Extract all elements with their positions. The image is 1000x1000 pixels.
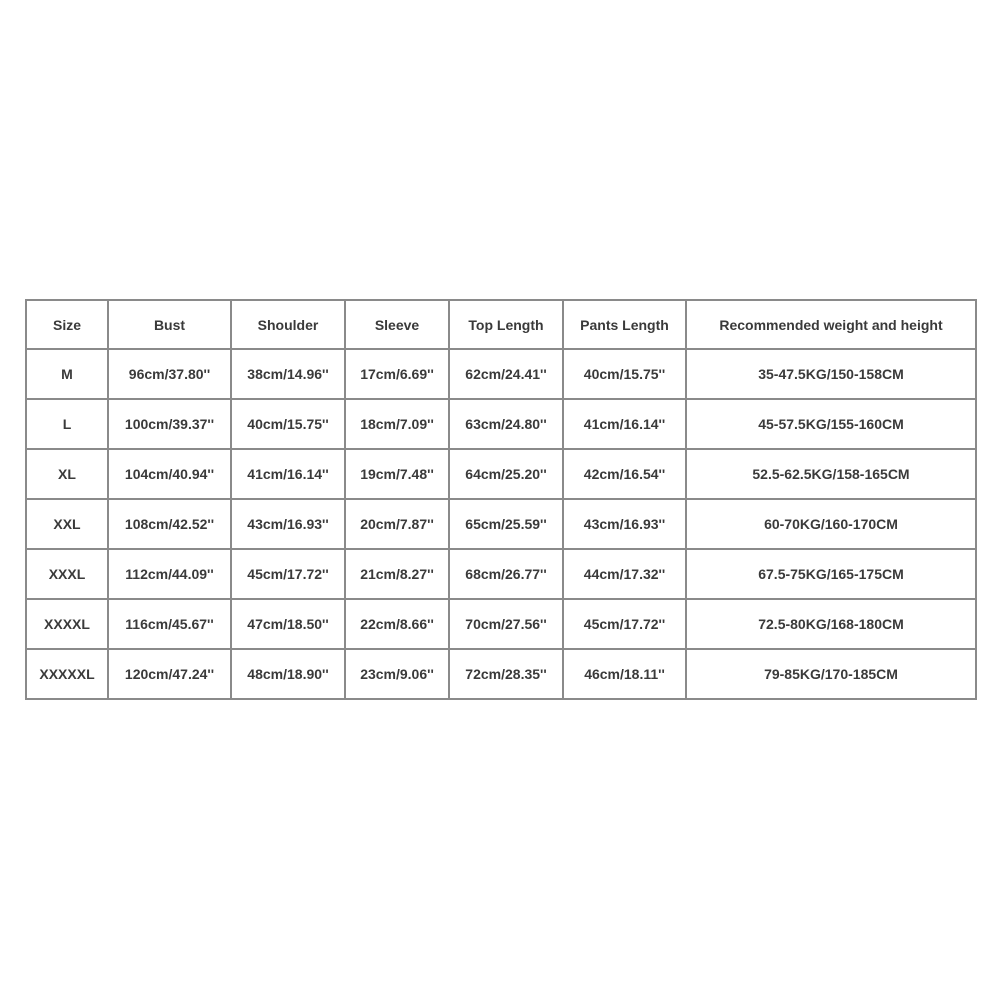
table-row bbox=[26, 399, 976, 449]
cell-sleeve: 20cm/7.87'' bbox=[345, 499, 449, 549]
table-row bbox=[26, 349, 976, 399]
cell-recommended: 52.5-62.5KG/158-165CM bbox=[686, 449, 976, 499]
table-row bbox=[26, 599, 976, 649]
cell-top-length: 68cm/26.77'' bbox=[449, 549, 563, 599]
cell-bust: 104cm/40.94'' bbox=[108, 449, 231, 499]
cell-top-length: 62cm/24.41'' bbox=[449, 349, 563, 399]
cell-pants-length: 43cm/16.93'' bbox=[563, 499, 686, 549]
cell-bust: 120cm/47.24'' bbox=[108, 649, 231, 699]
cell-size: XL bbox=[26, 449, 108, 499]
cell-bust: 116cm/45.67'' bbox=[108, 599, 231, 649]
header-recommended: Recommended weight and height bbox=[686, 300, 976, 349]
cell-pants-length: 46cm/18.11'' bbox=[563, 649, 686, 699]
cell-shoulder: 38cm/14.96'' bbox=[231, 349, 345, 399]
cell-size: XXXL bbox=[26, 549, 108, 599]
cell-recommended: 45-57.5KG/155-160CM bbox=[686, 399, 976, 449]
cell-shoulder: 41cm/16.14'' bbox=[231, 449, 345, 499]
cell-pants-length: 45cm/17.72'' bbox=[563, 599, 686, 649]
cell-recommended: 79-85KG/170-185CM bbox=[686, 649, 976, 699]
header-sleeve: Sleeve bbox=[345, 300, 449, 349]
header-row bbox=[26, 300, 976, 349]
cell-recommended: 35-47.5KG/150-158CM bbox=[686, 349, 976, 399]
cell-shoulder: 47cm/18.50'' bbox=[231, 599, 345, 649]
cell-bust: 96cm/37.80'' bbox=[108, 349, 231, 399]
cell-recommended: 67.5-75KG/165-175CM bbox=[686, 549, 976, 599]
cell-pants-length: 44cm/17.32'' bbox=[563, 549, 686, 599]
cell-shoulder: 45cm/17.72'' bbox=[231, 549, 345, 599]
header-pants-length: Pants Length bbox=[563, 300, 686, 349]
cell-sleeve: 18cm/7.09'' bbox=[345, 399, 449, 449]
header-shoulder: Shoulder bbox=[231, 300, 345, 349]
cell-sleeve: 22cm/8.66'' bbox=[345, 599, 449, 649]
cell-top-length: 63cm/24.80'' bbox=[449, 399, 563, 449]
cell-sleeve: 19cm/7.48'' bbox=[345, 449, 449, 499]
cell-bust: 112cm/44.09'' bbox=[108, 549, 231, 599]
header-bust: Bust bbox=[108, 300, 231, 349]
cell-sleeve: 21cm/8.27'' bbox=[345, 549, 449, 599]
cell-size: XXXXXL bbox=[26, 649, 108, 699]
table-row bbox=[26, 449, 976, 499]
cell-bust: 100cm/39.37'' bbox=[108, 399, 231, 449]
cell-top-length: 70cm/27.56'' bbox=[449, 599, 563, 649]
header-size: Size bbox=[26, 300, 108, 349]
cell-size: XXXXL bbox=[26, 599, 108, 649]
cell-recommended: 60-70KG/160-170CM bbox=[686, 499, 976, 549]
cell-size: XXL bbox=[26, 499, 108, 549]
header-top-length: Top Length bbox=[449, 300, 563, 349]
cell-size: M bbox=[26, 349, 108, 399]
table-row bbox=[26, 499, 976, 549]
cell-top-length: 65cm/25.59'' bbox=[449, 499, 563, 549]
table-row bbox=[26, 549, 976, 599]
table-row bbox=[26, 649, 976, 699]
cell-sleeve: 23cm/9.06'' bbox=[345, 649, 449, 699]
cell-pants-length: 41cm/16.14'' bbox=[563, 399, 686, 449]
cell-recommended: 72.5-80KG/168-180CM bbox=[686, 599, 976, 649]
cell-pants-length: 40cm/15.75'' bbox=[563, 349, 686, 399]
cell-size: L bbox=[26, 399, 108, 449]
size-chart-table bbox=[25, 299, 977, 700]
cell-shoulder: 40cm/15.75'' bbox=[231, 399, 345, 449]
cell-shoulder: 48cm/18.90'' bbox=[231, 649, 345, 699]
cell-top-length: 64cm/25.20'' bbox=[449, 449, 563, 499]
cell-bust: 108cm/42.52'' bbox=[108, 499, 231, 549]
cell-shoulder: 43cm/16.93'' bbox=[231, 499, 345, 549]
cell-sleeve: 17cm/6.69'' bbox=[345, 349, 449, 399]
cell-pants-length: 42cm/16.54'' bbox=[563, 449, 686, 499]
cell-top-length: 72cm/28.35'' bbox=[449, 649, 563, 699]
